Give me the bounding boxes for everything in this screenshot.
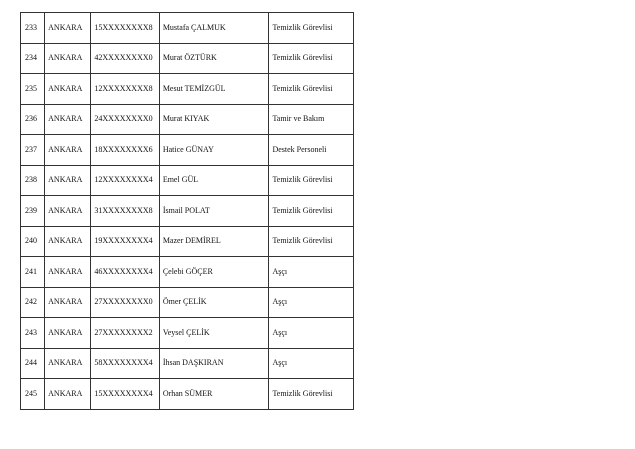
id-number-cell: 15XXXXXXXX8 [91,13,159,44]
table-row [21,348,354,379]
city-cell: ANKARA [45,348,91,379]
city-cell: ANKARA [45,287,91,318]
table-row [21,257,354,288]
job-title-cell: Aşçı [269,318,354,349]
id-number-cell: 42XXXXXXXX0 [91,43,159,74]
city-cell: ANKARA [45,43,91,74]
job-title-cell: Temizlik Görevlisi [269,43,354,74]
id-number-cell: 46XXXXXXXX4 [91,257,159,288]
job-title-cell: Temizlik Görevlisi [269,74,354,105]
job-title-cell: Aşçı [269,348,354,379]
city-cell: ANKARA [45,104,91,135]
city-cell: ANKARA [45,318,91,349]
row-number-cell: 242 [21,287,45,318]
row-number-cell: 234 [21,43,45,74]
row-number-cell: 236 [21,104,45,135]
table-row [21,13,354,44]
person-name-cell: Veysel ÇELİK [159,318,269,349]
table-row [21,226,354,257]
row-number-cell: 237 [21,135,45,166]
city-cell: ANKARA [45,13,91,44]
row-number-cell: 239 [21,196,45,227]
job-title-cell: Destek Personeli [269,135,354,166]
row-number-cell: 233 [21,13,45,44]
job-title-cell: Temizlik Görevlisi [269,165,354,196]
id-number-cell: 19XXXXXXXX4 [91,226,159,257]
table-row [21,287,354,318]
table-row [21,43,354,74]
table-row [21,318,354,349]
city-cell: ANKARA [45,257,91,288]
job-title-cell: Temizlik Görevlisi [269,13,354,44]
person-name-cell: İhsan DAŞKIRAN [159,348,269,379]
city-cell: ANKARA [45,135,91,166]
person-name-cell: Mustafa ÇALMUK [159,13,269,44]
id-number-cell: 27XXXXXXXX2 [91,318,159,349]
person-name-cell: Murat ÖZTÜRK [159,43,269,74]
row-number-cell: 245 [21,379,45,410]
person-name-cell: Emel GÜL [159,165,269,196]
row-number-cell: 243 [21,318,45,349]
table-row [21,379,354,410]
city-cell: ANKARA [45,74,91,105]
id-number-cell: 12XXXXXXXX4 [91,165,159,196]
person-name-cell: Mazer DEMİREL [159,226,269,257]
personnel-table-body [21,13,354,410]
id-number-cell: 31XXXXXXXX8 [91,196,159,227]
table-row [21,74,354,105]
person-name-cell: Murat KIYAK [159,104,269,135]
personnel-table [20,12,354,410]
job-title-cell: Aşçı [269,287,354,318]
row-number-cell: 244 [21,348,45,379]
id-number-cell: 18XXXXXXXX6 [91,135,159,166]
job-title-cell: Temizlik Görevlisi [269,379,354,410]
job-title-cell: Temizlik Görevlisi [269,196,354,227]
id-number-cell: 24XXXXXXXX0 [91,104,159,135]
id-number-cell: 27XXXXXXXX0 [91,287,159,318]
city-cell: ANKARA [45,226,91,257]
person-name-cell: Hatice GÜNAY [159,135,269,166]
row-number-cell: 235 [21,74,45,105]
person-name-cell: İsmail POLAT [159,196,269,227]
job-title-cell: Aşçı [269,257,354,288]
person-name-cell: Ömer ÇELİK [159,287,269,318]
table-row [21,165,354,196]
city-cell: ANKARA [45,196,91,227]
job-title-cell: Tamir ve Bakım [269,104,354,135]
table-row [21,196,354,227]
person-name-cell: Mesut TEMİZGÜL [159,74,269,105]
person-name-cell: Orhan SÜMER [159,379,269,410]
table-row [21,135,354,166]
id-number-cell: 12XXXXXXXX8 [91,74,159,105]
row-number-cell: 240 [21,226,45,257]
row-number-cell: 238 [21,165,45,196]
person-name-cell: Çelebi GÖÇER [159,257,269,288]
row-number-cell: 241 [21,257,45,288]
city-cell: ANKARA [45,165,91,196]
id-number-cell: 15XXXXXXXX4 [91,379,159,410]
city-cell: ANKARA [45,379,91,410]
job-title-cell: Temizlik Görevlisi [269,226,354,257]
table-row [21,104,354,135]
id-number-cell: 58XXXXXXXX4 [91,348,159,379]
